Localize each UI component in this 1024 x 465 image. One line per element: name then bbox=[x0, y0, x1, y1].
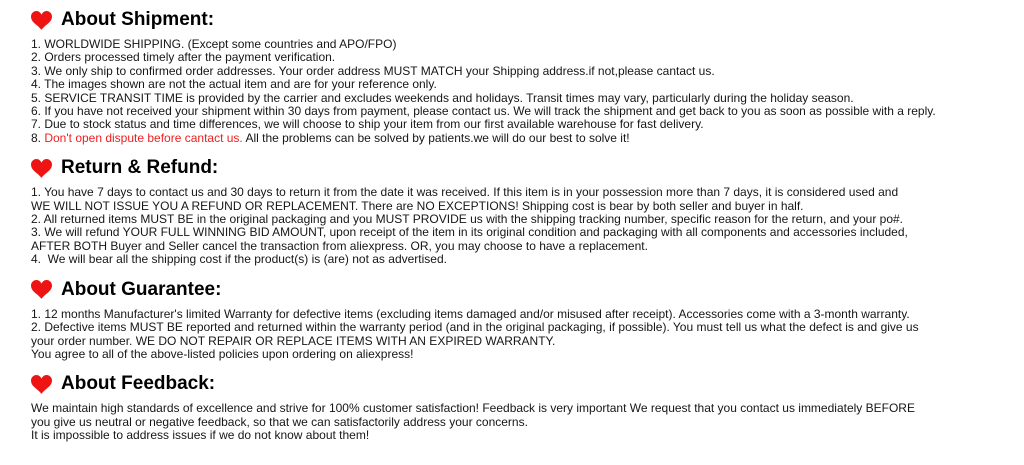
policy-line bbox=[31, 416, 1024, 429]
section-lines bbox=[31, 186, 1024, 266]
policy-text: 2. Orders processed timely after the payment verification. bbox=[31, 50, 336, 65]
policy-line bbox=[31, 78, 1024, 91]
policy-line bbox=[31, 321, 1024, 334]
policy-line bbox=[31, 118, 1024, 131]
policy-line bbox=[31, 335, 1024, 348]
policy-text: 3. We only ship to confirmed order addresses. Your order address MUST MATCH your Shipping address.if not,please cantact us. bbox=[31, 63, 715, 78]
policy-text: It is impossible to address issues if we do not know about them! bbox=[31, 428, 370, 443]
policy-line bbox=[31, 132, 1024, 145]
policy-text: 1. You have 7 days to contact us and 30 days to return it from the date it was received. If this item is in your possession more than 7 days, it is considered used and bbox=[31, 185, 899, 200]
policy-text: We maintain high standards of excellence and strive for 100% customer satisfaction! Feedback is very important We request that you contact us immediately BEFORE bbox=[31, 401, 915, 416]
policy-text: All the problems can be solved by patients.we will do our best to solve it! bbox=[242, 130, 630, 145]
policy-text: 8. bbox=[31, 130, 45, 145]
policy-section bbox=[31, 157, 1024, 266]
heart-icon bbox=[31, 375, 52, 394]
section-title: Return & Refund: bbox=[61, 157, 219, 179]
policy-line bbox=[31, 65, 1024, 78]
section-lines bbox=[31, 38, 1024, 145]
policy-line bbox=[31, 348, 1024, 361]
policy-line bbox=[31, 186, 1024, 199]
heart-icon bbox=[31, 159, 52, 178]
policy-line bbox=[31, 200, 1024, 213]
policy-text: 4. The images shown are not the actual item and are for your reference only. bbox=[31, 77, 437, 92]
policy-text: 1. WORLDWIDE SHIPPING. (Except some countries and APO/FPO) bbox=[31, 37, 397, 51]
policy-line bbox=[31, 240, 1024, 253]
section-header bbox=[31, 373, 1024, 395]
policy-text: 3. We will refund YOUR FULL WINNING BID AMOUNT, upon receipt of the item in its original condition and packaging with all components and accessories included, bbox=[31, 225, 908, 240]
section-lines bbox=[31, 402, 1024, 442]
section-header bbox=[31, 279, 1024, 301]
policy-line bbox=[31, 253, 1024, 266]
policy-line bbox=[31, 51, 1024, 64]
section-header bbox=[31, 9, 1024, 31]
policy-line bbox=[31, 429, 1024, 442]
policy-text: You agree to all of the above-listed policies upon ordering on aliexpress! bbox=[31, 346, 414, 361]
section-title: About Shipment: bbox=[61, 9, 215, 30]
section-title: About Guarantee: bbox=[61, 278, 222, 300]
policy-line bbox=[31, 402, 1024, 415]
policy-section bbox=[31, 279, 1024, 362]
policy-line bbox=[31, 38, 1024, 51]
policy-text: your order number. WE DO NOT REPAIR OR REPLACE ITEMS WITH AN EXPIRED WARRANTY. bbox=[31, 333, 556, 348]
policy-line bbox=[31, 308, 1024, 321]
section-lines bbox=[31, 308, 1024, 362]
policy-text: 2. All returned items MUST BE in the original packaging and you MUST PROVIDE us with the shipping tracking number, specific reason for the return, and your po#. bbox=[31, 212, 903, 227]
policy-line bbox=[31, 226, 1024, 239]
policy-text: 6. If you have not received your shipment within 30 days from payment, please contact us. We will track the shipment and get back to you as soon as possible with a reply. bbox=[31, 104, 936, 119]
policy-section bbox=[31, 373, 1024, 442]
warning-text: Don't open dispute before cantact us. bbox=[44, 130, 243, 145]
heart-icon bbox=[31, 11, 52, 30]
policy-line bbox=[31, 92, 1024, 105]
policy-text: you give us neutral or negative feedback, so that we can satisfactorily address your concerns. bbox=[31, 414, 528, 429]
section-title: About Feedback: bbox=[61, 373, 216, 395]
policy-text: 2. Defective items MUST BE reported and returned within the warranty period (and in the original packaging, if possible). You must tell us what the defect is and give us bbox=[31, 320, 919, 335]
policy-line bbox=[31, 105, 1024, 118]
section-header bbox=[31, 157, 1024, 179]
policy-text: 4. We will bear all the shipping cost if the product(s) is (are) not as advertised. bbox=[31, 252, 447, 267]
policy-text: WE WILL NOT ISSUE YOU A REFUND OR REPLACEMENT. There are NO EXCEPTIONS! Shipping cost is bear by both seller and buyer in half. bbox=[31, 198, 804, 213]
policy-text: 1. 12 months Manufacturer's limited Warranty for defective items (excluding items damaged and/or misused after receipt). Accessories come with a 3-month warranty. bbox=[31, 306, 910, 321]
policy-text: 7. Due to stock status and time differences, we will choose to ship your item from our first available warehouse for fast delivery. bbox=[31, 117, 704, 132]
policy-section bbox=[31, 9, 1024, 145]
policy-text: AFTER BOTH Buyer and Seller cancel the transaction from aliexpress. OR, you may choose to have a replacement. bbox=[31, 238, 648, 253]
policy-line bbox=[31, 213, 1024, 226]
policy-text: 5. SERVICE TRANSIT TIME is provided by the carrier and excludes weekends and holidays. Transit times may vary, particularly during the holiday season. bbox=[31, 90, 854, 105]
heart-icon bbox=[31, 280, 52, 299]
